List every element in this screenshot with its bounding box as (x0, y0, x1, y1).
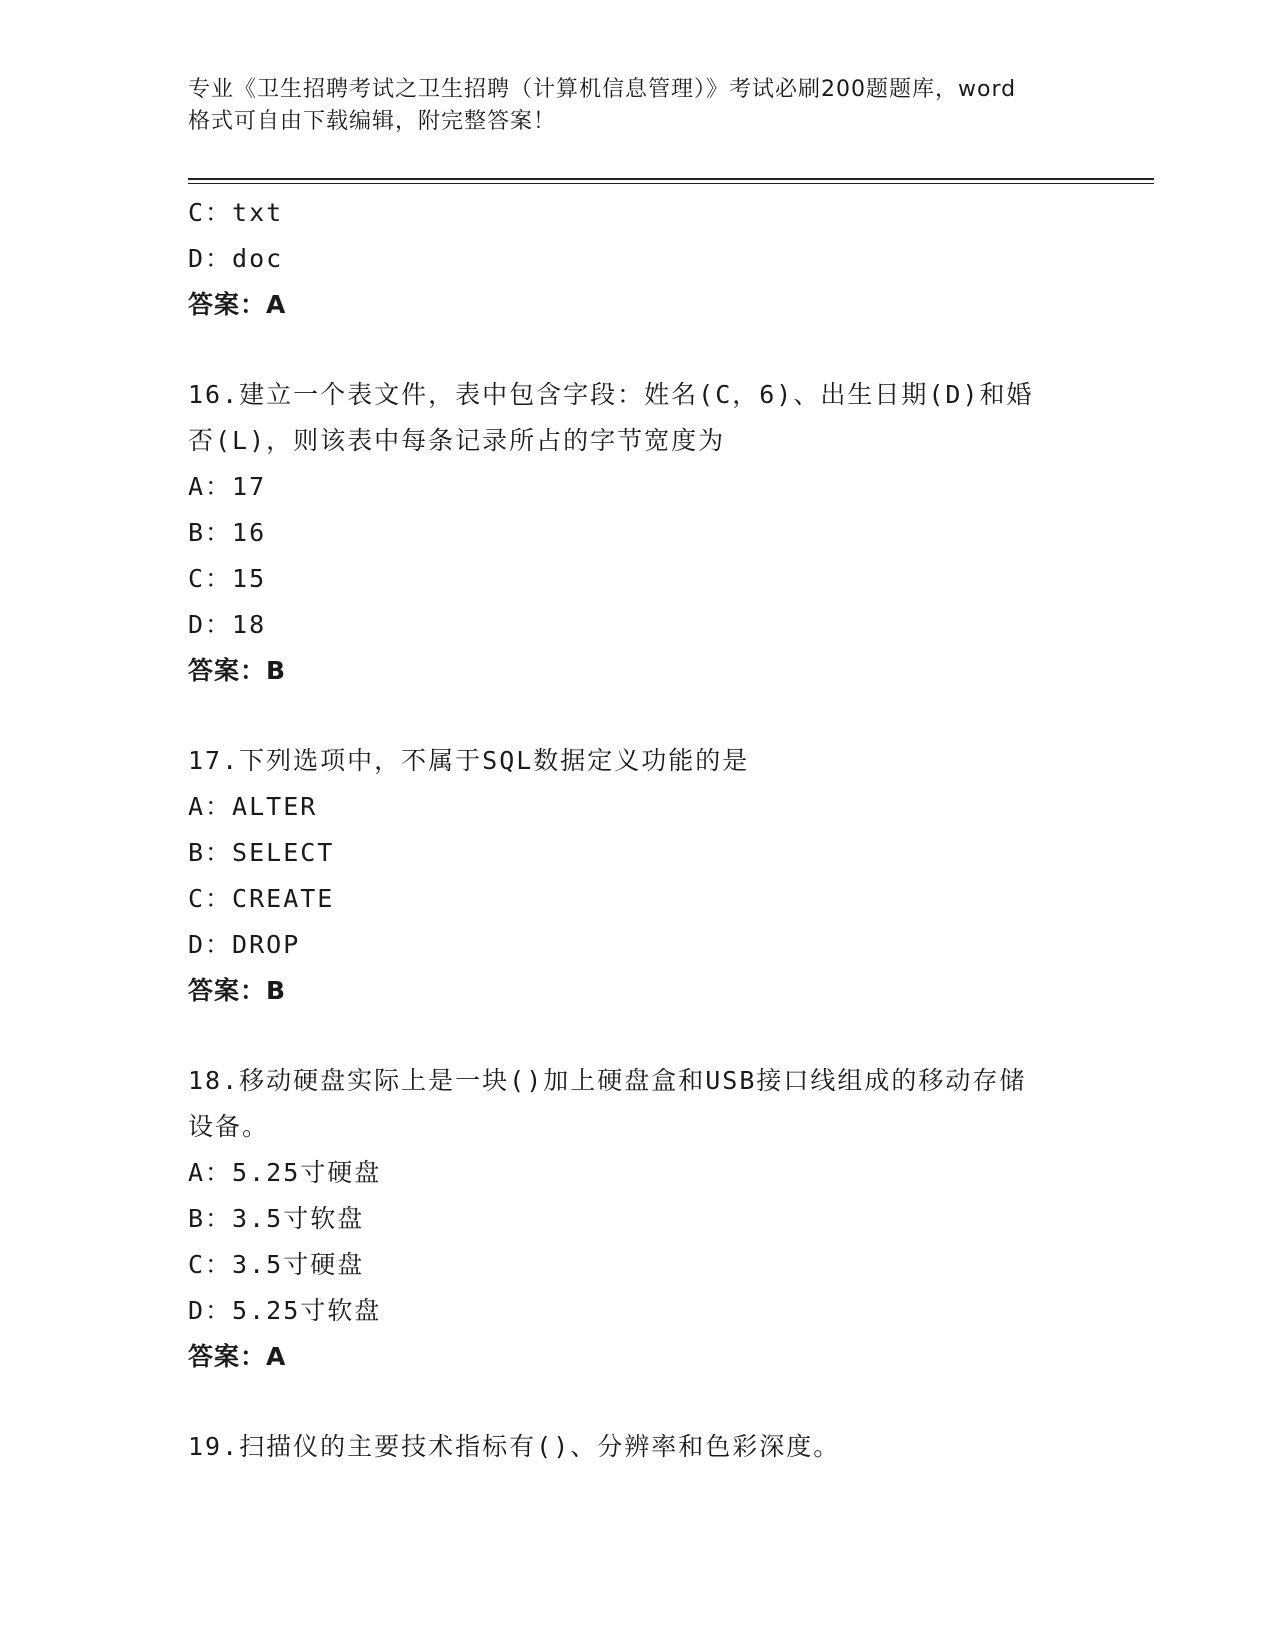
option-b: B：SELECT (188, 838, 335, 867)
header-divider-thick (188, 178, 1154, 180)
question-gap (188, 694, 1088, 738)
question-text-line-2: 否(L)，则该表中每条记录所占的字节宽度为 (188, 426, 726, 455)
option-a: A：ALTER (188, 792, 318, 821)
question-text-line-2: 设备。 (188, 1112, 270, 1141)
question-text-line-1: 17.下列选项中，不属于SQL数据定义功能的是 (188, 746, 750, 775)
question-17 (188, 738, 1088, 1014)
answer-line: 答案：B (188, 656, 287, 685)
header-divider-thin (188, 183, 1154, 184)
option-d: D：doc (188, 244, 284, 273)
option-d: D：18 (188, 610, 267, 639)
question-16 (188, 372, 1088, 694)
answer-line: 答案：B (188, 976, 287, 1005)
option-c: C：15 (188, 564, 267, 593)
question-text-line-1: 16.建立一个表文件，表中包含字段：姓名(C，6)、出生日期(D)和婚 (188, 380, 1034, 409)
option-c: C：txt (188, 198, 284, 227)
option-b: B：3.5寸软盘 (188, 1204, 365, 1233)
option-a: A：17 (188, 472, 267, 501)
header-title-line-1: 专业《卫生招聘考试之卫生招聘（计算机信息管理）》考试必刷200题题库，word (188, 77, 1017, 102)
answer-line: 答案：A (188, 1342, 287, 1371)
question-19 (188, 1424, 1088, 1470)
question-text-line-1: 19.扫描仪的主要技术指标有()、分辨率和色彩深度。 (188, 1432, 841, 1461)
question-18 (188, 1058, 1088, 1380)
question-gap (188, 1014, 1088, 1058)
document-header (188, 74, 1088, 138)
option-b: B：16 (188, 518, 267, 547)
header-title-line-2: 格式可自由下载编辑，附完整答案！ (188, 109, 557, 134)
answer-line: 答案：A (188, 290, 287, 319)
question-list (188, 190, 1088, 1470)
question-15-tail (188, 190, 1088, 328)
option-d: D：5.25寸软盘 (188, 1296, 382, 1325)
question-gap (188, 1380, 1088, 1424)
option-a: A：5.25寸硬盘 (188, 1158, 382, 1187)
option-d: D：DROP (188, 930, 301, 959)
option-c: C：CREATE (188, 884, 335, 913)
option-c: C：3.5寸硬盘 (188, 1250, 365, 1279)
question-gap (188, 328, 1088, 372)
question-text-line-1: 18.移动硬盘实际上是一块()加上硬盘盒和USB接口线组成的移动存储 (188, 1066, 1027, 1095)
